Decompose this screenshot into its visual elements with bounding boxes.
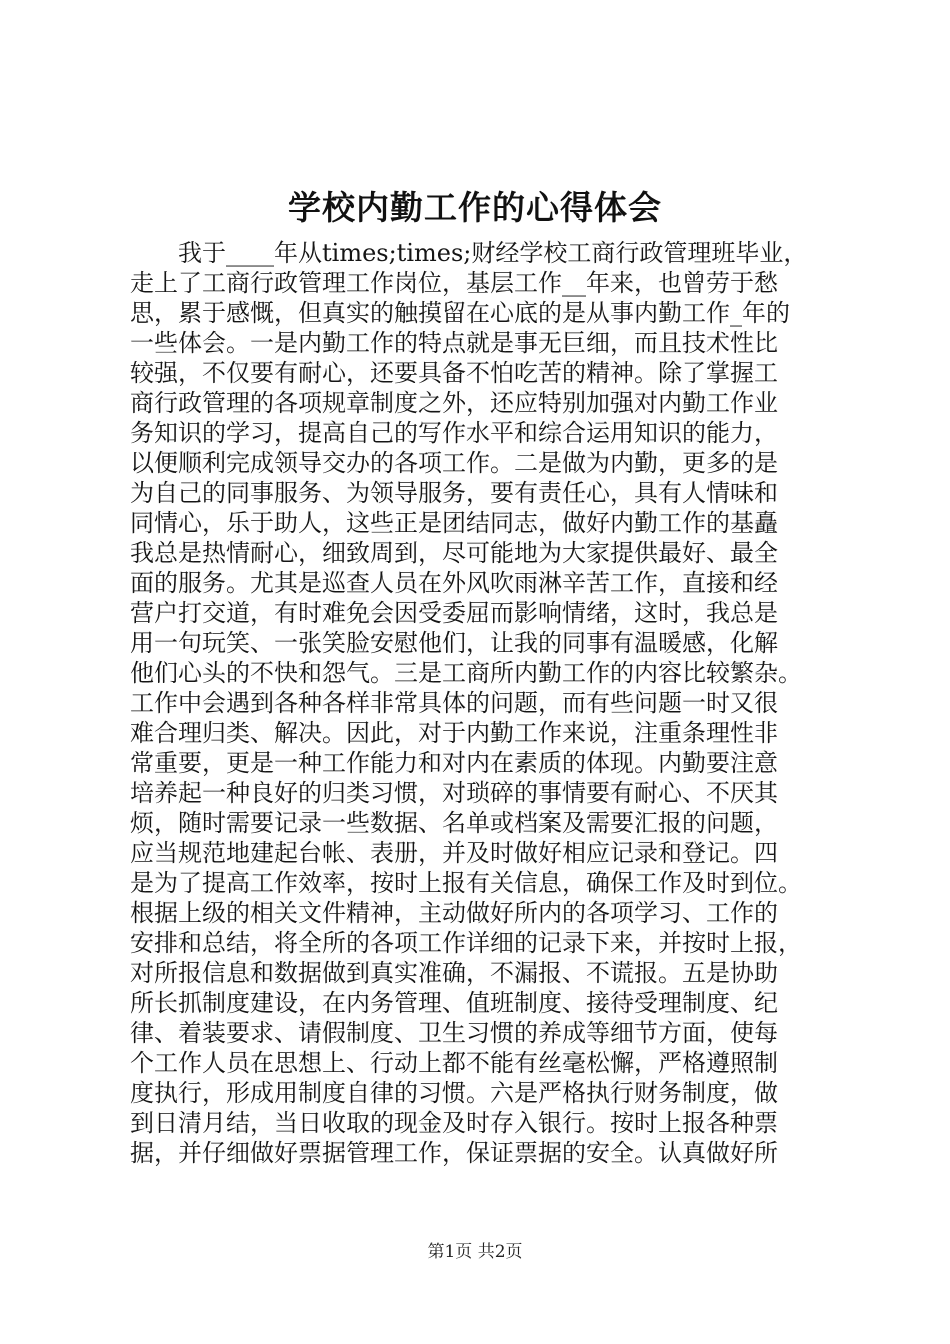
body-line: 常重要，更是一种工作能力和对内在素质的体现。内勤要注意 — [130, 749, 778, 777]
body-line: 据，并仔细做好票据管理工作，保证票据的安全。认真做好所 — [130, 1139, 778, 1167]
body-line: 商行政管理的各项规章制度之外，还应特别加强对内勤工作业 — [130, 389, 778, 417]
body-line: 面的服务。尤其是巡查人员在外风吹雨淋辛苦工作，直接和经 — [130, 569, 778, 597]
body-line: 他们心头的不快和怨气。三是工商所内勤工作的内容比较繁杂。 — [130, 659, 802, 687]
body-line: 是为了提高工作效率，按时上报有关信息，确保工作及时到位。 — [130, 869, 802, 897]
body-line: 为自己的同事服务、为领导服务，要有责任心，具有人情味和 — [130, 479, 778, 507]
body-line: 同情心，乐于助人，这些正是团结同志，做好内勤工作的基矗 — [130, 509, 778, 537]
body-line: 所长抓制度建设，在内务管理、值班制度、接待受理制度、纪 — [130, 989, 778, 1017]
body-line: 烦，随时需要记录一些数据、名单或档案及需要汇报的问题， — [130, 809, 778, 837]
body-line: 律、着装要求、请假制度、卫生习惯的养成等细节方面，使每 — [130, 1019, 778, 1047]
body-line: 我总是热情耐心，细致周到，尽可能地为大家提供最好、最全 — [130, 539, 778, 567]
page-number-footer: 第1页 共2页 — [427, 1242, 523, 1262]
document-title: 学校内勤工作的心得体会 — [288, 188, 662, 227]
body-line: 用一句玩笑、一张笑脸安慰他们，让我的同事有温暖感，化解 — [130, 629, 778, 657]
body-line: 工作中会遇到各种各样非常具体的问题，而有些问题一时又很 — [130, 689, 778, 717]
body-line: 对所报信息和数据做到真实准确，不漏报、不谎报。五是协助 — [130, 959, 778, 987]
body-line: 培养起一种良好的归类习惯，对琐碎的事情要有耐心、不厌其 — [130, 779, 778, 807]
body-line: 务知识的学习，提高自己的写作水平和综合运用知识的能力， — [130, 419, 778, 447]
body-line: 应当规范地建起台帐、表册，并及时做好相应记录和登记。四 — [130, 839, 778, 867]
body-line: 走上了工商行政管理工作岗位，基层工作__年来，也曾劳于愁 — [130, 269, 778, 297]
body-line: 难合理归类、解决。因此，对于内勤工作来说，注重条理性非 — [130, 719, 778, 747]
body-line: 较强，不仅要有耐心，还要具备不怕吃苦的精神。除了掌握工 — [130, 359, 778, 387]
body-line: 安排和总结，将全所的各项工作详细的记录下来，并按时上报， — [130, 929, 802, 957]
body-line: 根据上级的相关文件精神，主动做好所内的各项学习、工作的 — [130, 899, 778, 927]
body-line: 度执行，形成用制度自律的习惯。六是严格执行财务制度，做 — [130, 1079, 778, 1107]
document-body — [130, 238, 850, 1168]
body-line: 到日清月结，当日收取的现金及时存入银行。按时上报各种票 — [130, 1109, 778, 1137]
body-line: 以便顺利完成领导交办的各项工作。二是做为内勤，更多的是 — [130, 449, 778, 477]
body-line: 营户打交道，有时难免会因受委屈而影响情绪，这时，我总是 — [130, 599, 778, 627]
body-line: 一些体会。一是内勤工作的特点就是事无巨细，而且技术性比 — [130, 329, 778, 357]
body-line: 思，累于感慨，但真实的触摸留在心底的是从事内勤工作_年的 — [130, 299, 790, 327]
body-line: 我于____年从times;times;财经学校工商行政管理班毕业， — [178, 239, 808, 267]
body-line: 个工作人员在思想上、行动上都不能有丝毫松懈，严格遵照制 — [130, 1049, 778, 1077]
